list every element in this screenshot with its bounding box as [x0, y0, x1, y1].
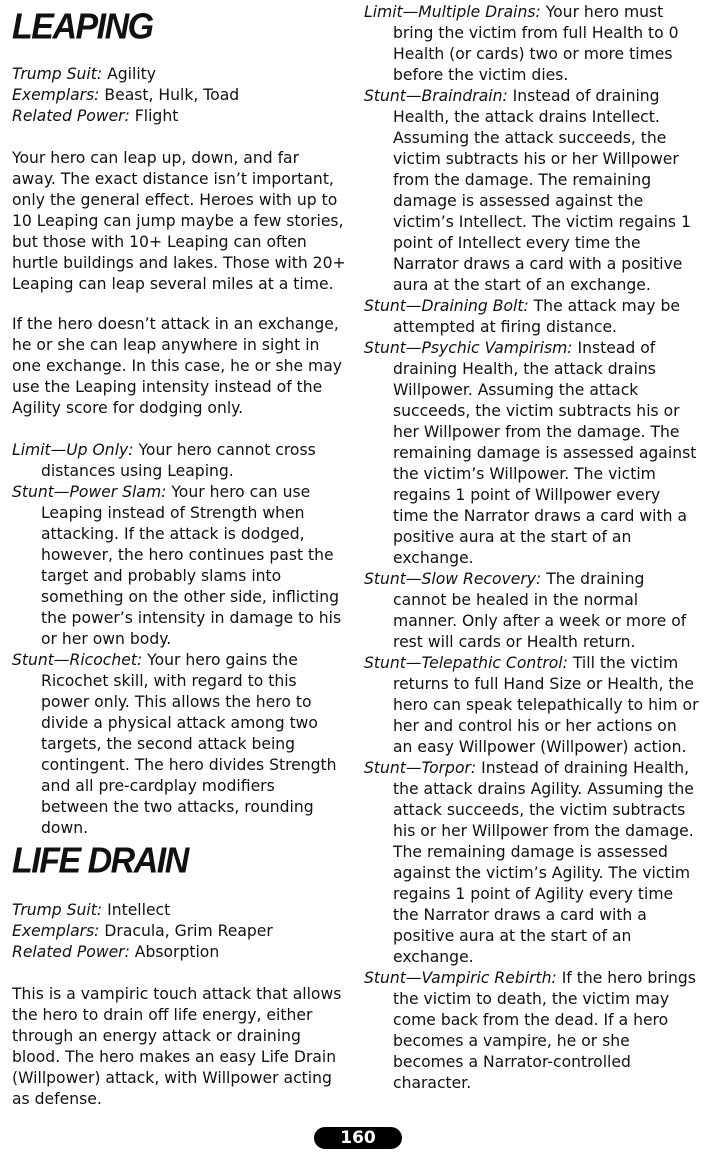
life-drain-heading: LIFE DRAIN — [12, 841, 188, 881]
leaping-stunt-ricochet: Stunt—Ricochet: Your hero gains the Ricochet skill, with regard to this power only. This allows the hero to divide a physical attack among two targets, the second attack being contingent. The hero divides Strength and all pre-cardplay modifiers between the two attacks, rounding down. — [12, 651, 337, 837]
life-drain-stunt-torpor: Stunt—Torpor: Instead of draining Health, the attack drains Agility. Assuming the attack succeeds, the victim subtracts his or her Willpower from the damage. The remaining damage is assessed against the victim’s Agility. The victim regains 1 point of Agility every time the Narrator draws a card with a positive aura at the start of an exchange. — [364, 759, 694, 966]
life-drain-stunt-vampiric-rebirth: Stunt—Vampiric Rebirth: If the hero brings the victim to death, the victim may come back from the dead. If a hero becomes a vampire, he or she becomes a Narrator-controlled character. — [364, 969, 696, 1092]
leaping-exemplars: Exemplars: Beast, Hulk, Toad — [12, 86, 240, 104]
life-drain-options — [364, 2, 700, 1094]
life-drain-stunt-telepathic-control: Stunt—Telepathic Control: Till the victim returns to full Hand Size or Health, the hero can speak telepathically to him or her and control his or her actions on an easy Willpower (Willpower) action. — [364, 654, 699, 756]
life-drain-description: This is a vampiric touch attack that allows the hero to drain off life energy, either through an energy attack or draining blood. The hero makes an easy Life Drain (Willpower) attack, with Willpower acting as defense. — [12, 985, 342, 1108]
leaping-related-power: Related Power: Flight — [12, 107, 179, 125]
life-drain-stunt-braindrain: Stunt—Braindrain: Instead of draining Health, the attack drains Intellect. Assuming the attack succeeds, the victim subtracts his or her Willpower from the damage. The remaining damage is assessed against the victim’s Intellect. The victim regains 1 point of Intellect every time the Narrator draws a card with a positive aura at the start of an exchange. — [364, 87, 691, 294]
leaping-stunt-power-slam: Stunt—Power Slam: Your hero can use Leaping instead of Strength when attacking. If the attack is dodged, however, the hero continues past the target and probably slams into something on the other side, inflicting the power’s intensity in damage to his or her own body. — [12, 483, 342, 648]
leaping-attack-note: If the hero doesn’t attack in an exchange, he or she can leap anywhere in sight in one exchange. In this case, he or she may use the Leaping intensity instead of the Agility score for dodging only. — [12, 315, 343, 417]
life-drain-related-power: Related Power: Absorption — [12, 943, 220, 961]
page-number: 160 — [314, 1127, 402, 1149]
life-drain-stunt-slow-recovery: Stunt—Slow Recovery: The draining cannot be healed in the normal manner. Only after a week or more of rest will cards or Health return. — [364, 570, 687, 651]
life-drain-stunt-draining-bolt: Stunt—Draining Bolt: The attack may be attempted at firing distance. — [364, 297, 680, 336]
life-drain-exemplars: Exemplars: Dracula, Grim Reaper — [12, 922, 273, 940]
leaping-limit-up-only: Limit—Up Only: Your hero cannot cross distances using Leaping. — [12, 441, 316, 480]
life-drain-trump-suit: Trump Suit: Intellect — [12, 901, 171, 919]
leaping-trump-suit: Trump Suit: Agility — [12, 65, 157, 83]
leaping-meta — [12, 64, 346, 127]
leaping-description: Your hero can leap up, down, and far away. The exact distance isn’t important, only the general effect. Heroes with up to 10 Leaping can jump maybe a few stories, but those with 10+ Leaping can often hurtle buildings and lakes. Those with 20+ Leaping can leap several miles at a time. — [12, 149, 346, 293]
life-drain-meta — [12, 900, 346, 963]
life-drain-stunt-psychic-vampirism: Stunt—Psychic Vampirism: Instead of draining Health, the attack drains Willpower. Assuming the attack succeeds, the victim subtracts his or her Willpower from the damage. The remaining damage is assessed against the victim’s Willpower. The victim regains 1 point of Willpower every time the Narrator draws a card with a positive aura at the start of an exchange. — [364, 339, 697, 567]
life-drain-limit-multiple-drains: Limit—Multiple Drains: Your hero must bring the victim from full Health to 0 Health (or cards) two or more times before the victim dies. — [364, 3, 679, 84]
leaping-options — [12, 440, 346, 839]
leaping-heading: LEAPING — [12, 7, 153, 47]
